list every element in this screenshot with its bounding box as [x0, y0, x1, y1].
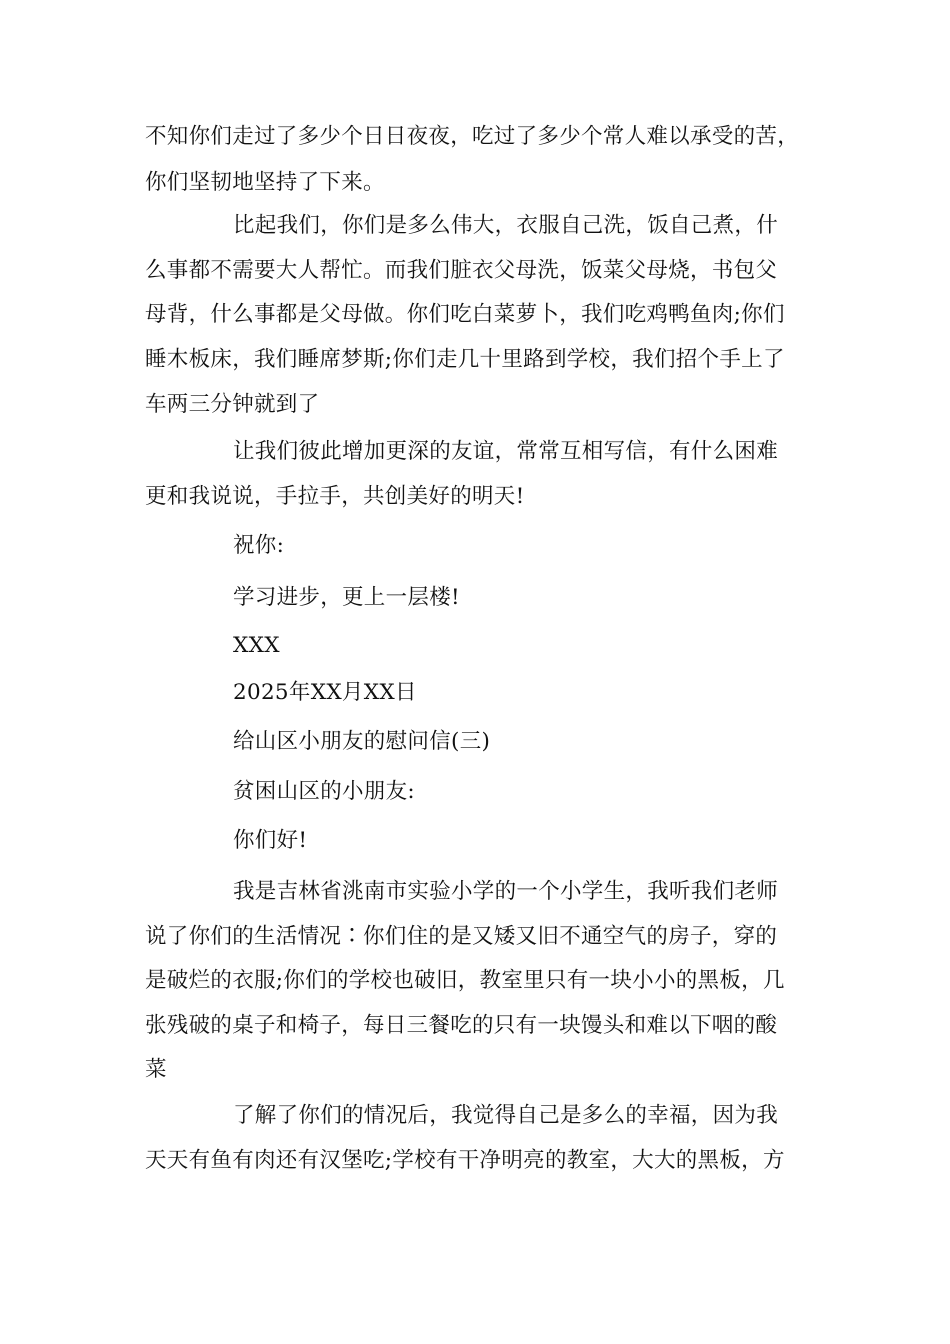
text-line: 张残破的桌子和椅子，每日三餐吃的只有一块馒头和难以下咽的酸: [145, 1013, 778, 1038]
text-line: 菜: [145, 1057, 167, 1082]
text-line: 睡木板床，我们睡席梦斯;你们走几十里路到学校，我们招个手上了: [145, 347, 785, 372]
signature-name: XXX: [233, 633, 280, 658]
paragraph-first-line: 让我们彼此增加更深的友谊，常常互相写信，有什么困难: [233, 439, 779, 464]
text-line: 更和我说说，手拉手，共创美好的明天!: [145, 484, 525, 509]
text-line: 不知你们走过了多少个日日夜夜，吃过了多少个常人难以承受的苦，: [145, 124, 800, 149]
text-line: 天天有鱼有肉还有汉堡吃;学校有干净明亮的教室，大大的黑板，方: [145, 1148, 785, 1173]
text-line: 么事都不需要大人帮忙。而我们脏衣父母洗，饭菜父母烧，书包父: [145, 258, 778, 283]
letter-salutation: 贫困山区的小朋友:: [233, 779, 415, 804]
text-line: 你们坚韧地坚持了下来。: [145, 170, 385, 195]
greeting-line: 祝你:: [233, 533, 285, 558]
paragraph-first-line: 比起我们，你们是多么伟大，衣服自己洗，饭自己煮，什: [233, 213, 779, 238]
text-line: 车两三分钟就到了: [145, 392, 320, 417]
greeting-line: 你们好!: [233, 828, 308, 853]
paragraph-first-line: 了解了你们的情况后，我觉得自己是多么的幸福，因为我: [233, 1103, 779, 1128]
wish-line: 学习进步，更上一层楼!: [233, 585, 460, 610]
paragraph-first-line: 我是吉林省洮南市实验小学的一个小学生，我听我们老师: [233, 879, 779, 904]
letter-title: 给山区小朋友的慰问信(三): [233, 729, 491, 754]
text-line: 说了你们的生活情况∶你们住的是又矮又旧不通空气的房子，穿的: [145, 924, 778, 949]
text-line: 是破烂的衣服;你们的学校也破旧，教室里只有一块小小的黑板，几: [145, 968, 785, 993]
text-line: 母背，什么事都是父母做。你们吃白菜萝卜，我们吃鸡鸭鱼肉;你们: [145, 302, 785, 327]
signature-date: 2025年XX月XX日: [233, 680, 417, 705]
